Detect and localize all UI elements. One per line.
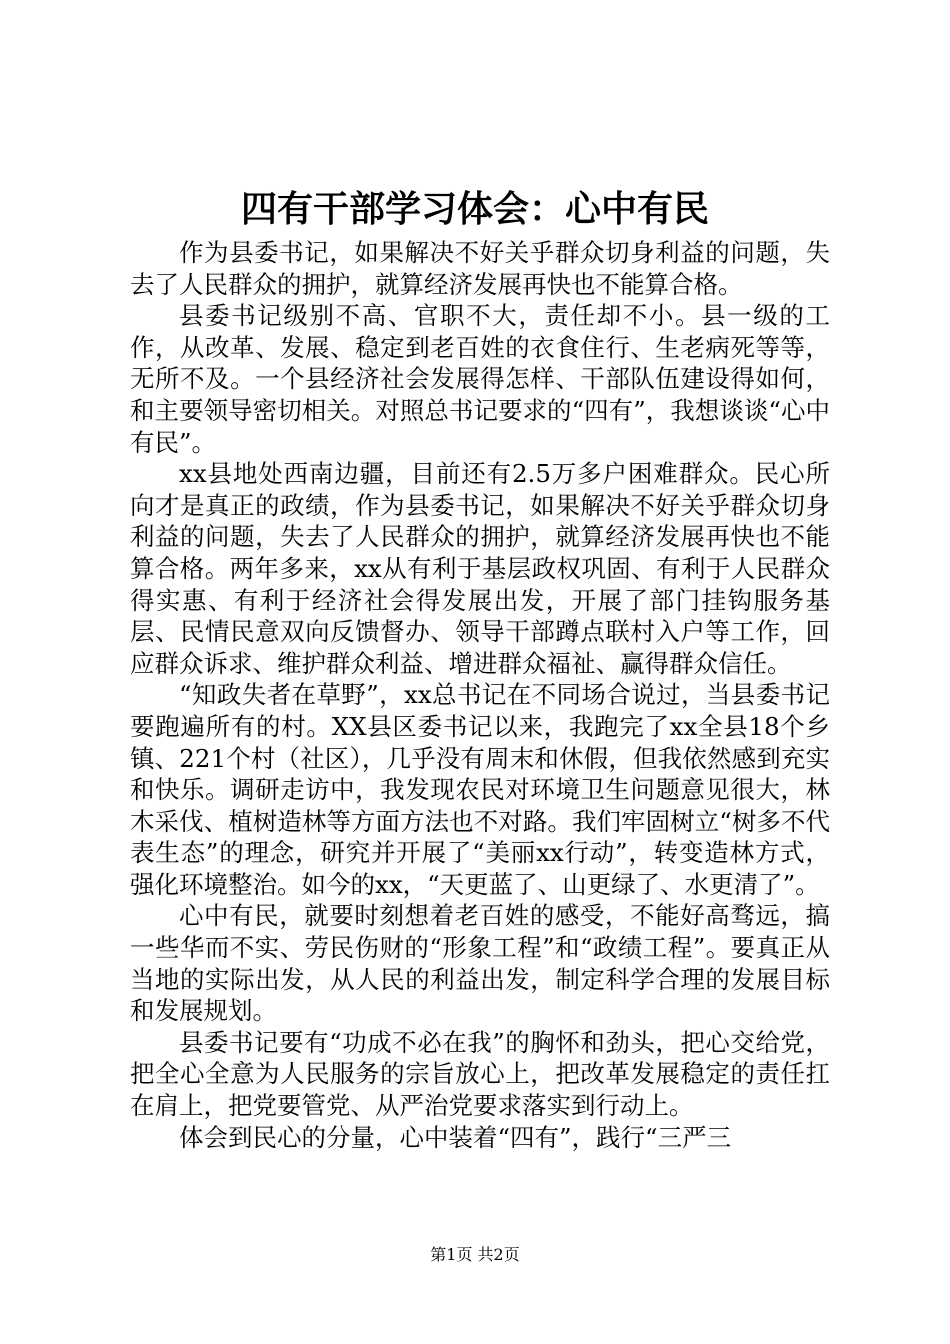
paragraph: “知政失者在草野”，xx总书记在不同场合说过，当县委书记要跑遍所有的村。XX县区委书记以来，我跑完了xx全县18个乡镇、221个村（社区），几乎没有周末和休假，但我依然感到充实和快乐。调研走访中，我发现农民对环境卫生问题意见很大，林木采伐、植树造林等方面方法也不对路。我们牢固树立“树多不代表生态”的理念，研究并开展了“美丽xx行动”，转变造林方式，强化环境整治。如今的xx，“天更蓝了、山更绿了、水更清了”。 xyxy=(130,680,830,899)
document-title: 四有干部学习体会：心中有民 xyxy=(240,188,709,230)
paragraph: 作为县委书记，如果解决不好关乎群众切身利益的问题，失去了人民群众的拥护，就算经济发展再快也不能算合格。 xyxy=(130,238,830,299)
page-number: 第1页 共2页 xyxy=(430,1245,520,1264)
paragraph: 县委书记要有“功成不必在我”的胸怀和劲头，把心交给党，把全心全意为人民服务的宗旨放心上，把改革发展稳定的责任扛在肩上，把党要管党、从严治党要求落实到行动上。 xyxy=(130,1027,830,1121)
paragraph: xx县地处西南边疆，目前还有2.5万多户困难群众。民心所向才是真正的政绩，作为县委书记，如果解决不好关乎群众切身利益的问题，失去了人民群众的拥护，就算经济发展再快也不能算合格。两年多来，xx从有利于基层政权巩固、有利于人民群众得实惠、有利于经济社会得发展出发，开展了部门挂钩服务基层、民情民意双向反馈督办、领导干部蹲点联村入户等工作，回应群众诉求、维护群众利益、增进群众福祉、赢得群众信任。 xyxy=(130,459,830,678)
document-body xyxy=(130,237,830,1153)
paragraph: 体会到民心的分量，心中装着“四有”，践行“三严三 xyxy=(179,1122,732,1152)
paragraph: 心中有民，就要时刻想着老百姓的感受，不能好高骛远，搞一些华而不实、劳民伤财的“形象工程”和“政绩工程”。要真正从当地的实际出发，从人民的利益出发，制定科学合理的发展目标和发展规划。 xyxy=(130,901,830,1026)
paragraph: 县委书记级别不高、官职不大，责任却不小。县一级的工作，从改革、发展、稳定到老百姓的衣食住行、生老病死等等，无所不及。一个县经济社会发展得怎样、干部队伍建设得如何，和主要领导密切相关。对照总书记要求的“四有”，我想谈谈“心中有民”。 xyxy=(130,301,830,457)
